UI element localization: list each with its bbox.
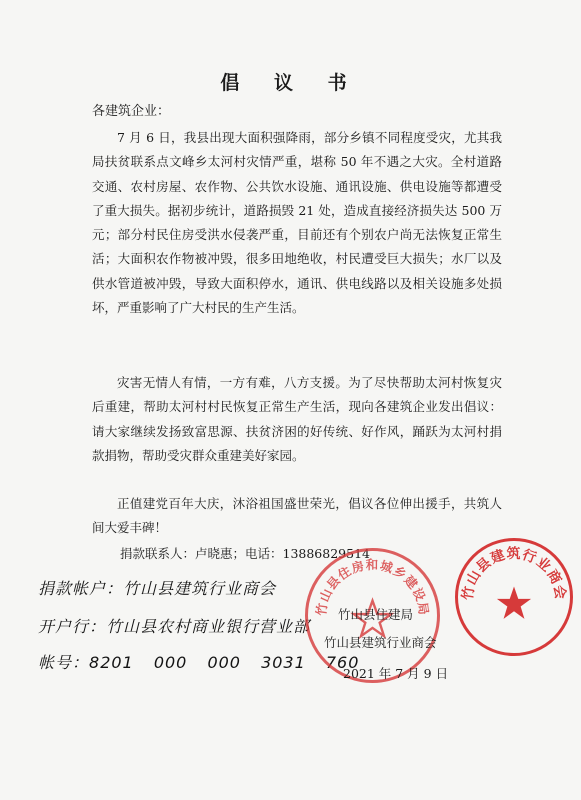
document-title: 倡 议 书 <box>220 72 361 94</box>
housing-bureau-seal-text: 竹山县住房和城乡建设局 <box>313 557 432 617</box>
paragraph-call-to-action: 正值建党百年大庆，沐浴祖国盛世荣光，倡议各位伸出援手，共筑人间大爱丰碑！ <box>92 496 502 536</box>
paragraph-disaster-report: 7 月 6 日，我县出现大面积强降雨，部分乡镇不同程度受灾，尤其我局扶贫联系点文峰乡太河村灾情严重，堪称 50 年不遇之大灾。全村道路交通、农村房屋、农作物、公共饮水设施、通讯设施、供电设施等都遭受了重大损失。据初步统计，道路损毁 21 处，造成直接经济损失达 500 万元；部分村民住房受洪水侵袭严重，目前还有个别农户尚无法恢复正常生活；大面积农作物被冲毁，很多田地绝收，村民遭受巨大损失；水厂以及供水管道被冲毁，导致大面积停水，通讯、供电线路以及相关设施多处损坏，严重影响了广大村民的生产生活。 <box>92 130 502 316</box>
signature-construction-chamber: 竹山县建筑行业商会 <box>324 635 437 650</box>
signature-housing-bureau: 竹山县住建局 <box>338 607 414 622</box>
handwritten-account-holder: 捐款帐户：竹山县建筑行业商会 <box>38 579 277 598</box>
donation-contact: 捐款联系人：卢晓惠；电话：13886829514 <box>120 546 370 561</box>
salutation: 各建筑企业： <box>92 104 171 119</box>
account-number-value: 8201 000 000 3031 760 <box>89 653 360 672</box>
handwritten-bank: 开户行：竹山县农村商业银行营业部 <box>38 617 311 636</box>
account-number-label: 帐号： <box>38 653 90 672</box>
document-date: 2021 年 7 月 9 日 <box>343 666 449 681</box>
paragraph-appeal: 灾害无情人有情，一方有难，八方支援。为了尽快帮助太河村恢复灾后重建，帮助太河村村民恢复正常生产生活，现向各建筑企业发出倡议：请大家继续发扬致富思源、扶贫济困的好传统、好作风，踊跃为太河村捐款捐物，帮助受灾群众重建美好家园。 <box>92 375 502 463</box>
construction-chamber-seal <box>455 538 573 656</box>
construction-chamber-seal-text: 竹山县建筑行业商会 <box>459 546 569 602</box>
